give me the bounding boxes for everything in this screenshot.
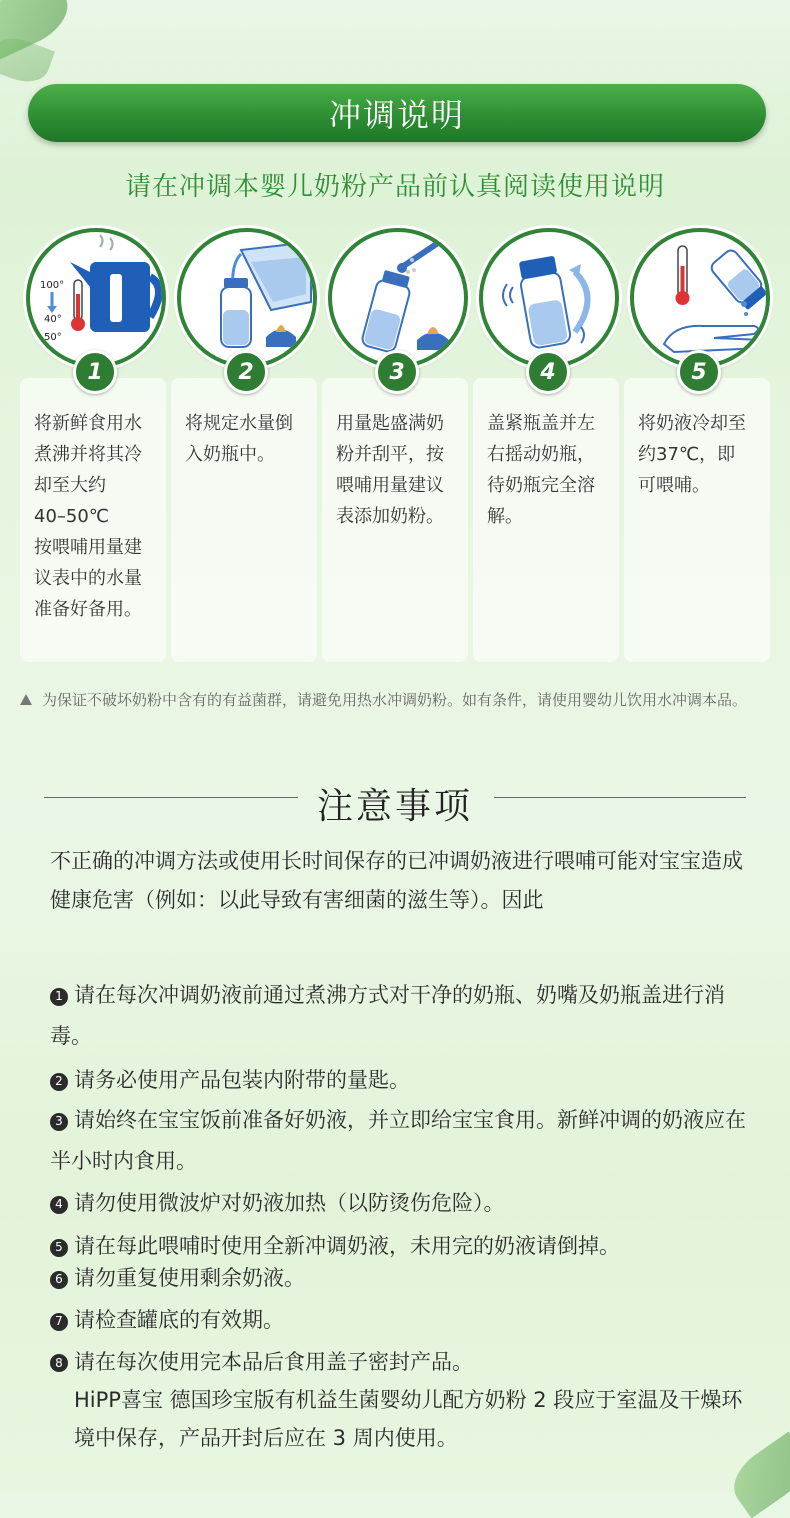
divider (494, 797, 746, 798)
note-item-2: 2 请务必使用产品包装内附带的量匙。 (50, 1060, 760, 1101)
svg-text:100°: 100° (40, 280, 65, 291)
cool-test-wrist-icon (630, 228, 770, 368)
note-item-1: 1 请在每次冲调奶液前通过煮沸方式对干净的奶瓶、奶嘴及奶瓶盖进行消毒。 (50, 983, 725, 1048)
step-2-card (171, 378, 317, 662)
notes-heading (0, 770, 790, 828)
bullet-number: 4 (50, 1196, 68, 1214)
step-number: 4 (526, 350, 570, 394)
step-text: 用量匙盛满奶 粉并刮平，按 喂哺用量建议 表添加奶粉。 (336, 413, 444, 527)
step-5-card (624, 378, 770, 662)
pour-water-bottle-icon (177, 228, 317, 368)
svg-text:50°: 50° (44, 332, 62, 343)
note-item-7: 7 请检查罐底的有效期。 (50, 1300, 760, 1341)
step-number: 3 (375, 350, 419, 394)
step-number: 5 (677, 350, 721, 394)
bullet-number: 7 (50, 1313, 68, 1331)
notes-intro: 不正确的冲调方法或使用长时间保存的已冲调奶液进行喂哺可能对宝宝造成健康危害（例如：以此导致有害细菌的滋生等）。因此 (50, 849, 743, 912)
notes-title: 注意事项 (316, 786, 473, 827)
bullet-number: 6 (50, 1271, 68, 1289)
step-text: 盖紧瓶盖并左 右摇动奶瓶， 待奶瓶完全溶 解。 (487, 413, 595, 527)
bullet-number: 3 (50, 1113, 68, 1131)
step-1-card (20, 378, 166, 662)
note-item-8: 8 请在每次使用完本品后食用盖子密封产品。 HiPP喜宝 德国珍宝版有机益生菌婴幼儿配方奶粉 2 段应于室温及干燥环境中保存，产品开封后应在 3 周内使用。 (50, 1343, 760, 1457)
step-text: 将规定水量倒 入奶瓶中。 (185, 413, 293, 465)
step-text: 将新鲜食用水 煮沸并将其冷 却至大约 40–50℃ 按喂哺用量建 议表中的水量 准备好备用。 (34, 413, 142, 620)
bullet-number: 2 (50, 1073, 68, 1091)
page-subtitle: 请在冲调本婴儿奶粉产品前认真阅读使用说明 (124, 172, 665, 202)
step-text: 将奶液冷却至 约37℃，即 可喂哺。 (638, 413, 746, 496)
bullet-number: 5 (50, 1239, 68, 1257)
warning-note (20, 686, 760, 714)
svg-text:40°: 40° (44, 314, 62, 325)
step-4-card (473, 378, 619, 662)
step-3-card (322, 378, 468, 662)
bullet-number: 1 (50, 988, 68, 1006)
shake-bottle-icon (479, 228, 619, 368)
warning-text: 为保证不破坏奶粉中含有的有益菌群，请避免用热水冲调奶粉。如有条件，请使用婴幼儿饮用水冲调本品。 (42, 691, 748, 709)
title-banner (28, 84, 766, 142)
scoop-powder-bottle-icon (328, 228, 468, 368)
note-item-3: 3 请始终在宝宝饭前准备好奶液，并立即给宝宝食用。新鲜冲调的奶液应在半小时内食用。 (50, 1108, 746, 1173)
step-number: 1 (73, 350, 117, 394)
warning-triangle-icon (20, 694, 32, 705)
note-item-4: 4 请勿使用微波炉对奶液加热（以防烫伤危险）。 (50, 1183, 760, 1224)
kettle-thermometer-icon (26, 228, 166, 368)
note-item-6: 6 请勿重复使用剩余奶液。 (50, 1258, 760, 1299)
page-title: 冲调说明 (328, 96, 465, 134)
step-number: 2 (224, 350, 268, 394)
storage-note: HiPP喜宝 德国珍宝版有机益生菌婴幼儿配方奶粉 2 段应于室温及干燥环境中保存，产品开封后应在 3 周内使用。 (74, 1388, 743, 1450)
note-item-5: 5 请在每此喂哺时使用全新冲调奶液，未用完的奶液请倒掉。 (50, 1226, 760, 1267)
bullet-number: 8 (50, 1354, 68, 1372)
